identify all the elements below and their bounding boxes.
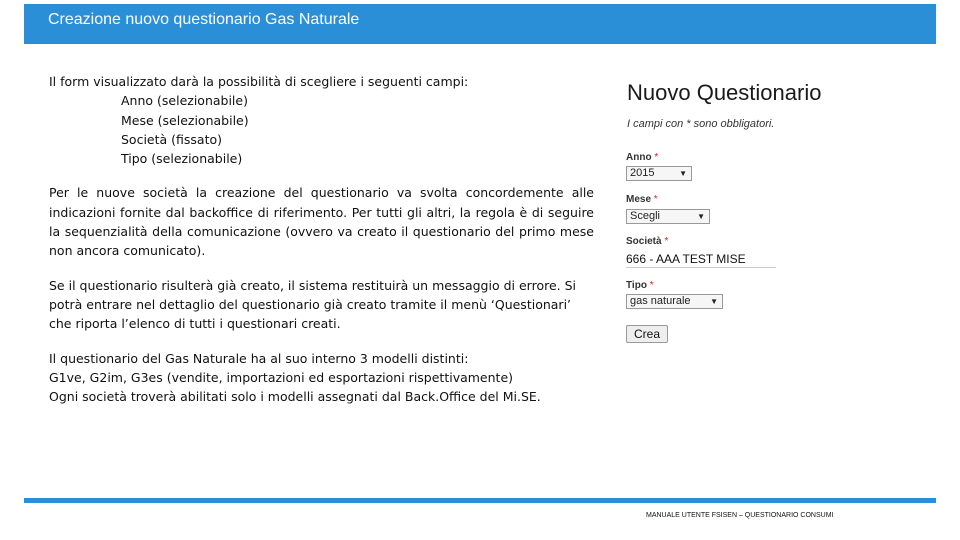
paragraph-models-line-2: G1ve, G2im, G3es (vendite, importazioni ed esportazioni rispettivamente) xyxy=(49,369,514,385)
tipo-label: Tipo * xyxy=(626,280,654,291)
mese-select-value: Scegli xyxy=(630,210,660,222)
intro-text: Il form visualizzato darà la possibilità di scegliere i seguenti campi: xyxy=(49,74,469,89)
form-title: Nuovo Questionario xyxy=(627,80,822,105)
anno-label: Anno * xyxy=(626,152,659,163)
chevron-down-icon: ▼ xyxy=(710,297,718,306)
form-screenshot xyxy=(622,78,862,348)
anno-select[interactable] xyxy=(626,166,692,181)
tipo-select-value: gas naturale xyxy=(630,295,691,307)
mese-label: Mese * xyxy=(626,194,658,205)
paragraph-models-line-1: Il questionario del Gas Naturale ha al suo interno 3 modelli distinti: xyxy=(49,350,469,366)
paragraph-models-line-3: Ogni società troverà abilitati solo i modelli assegnati dal Back.Office del Mi.SE. xyxy=(49,389,541,405)
footer-text: MANUALE UTENTE FSISEN – QUESTIONARIO CONSUMI xyxy=(646,512,834,519)
anno-select-value: 2015 xyxy=(630,167,655,179)
form-required-note: I campi con * sono obbligatori. xyxy=(627,118,775,130)
header-bar xyxy=(24,4,936,44)
societa-field: 666 - AAA TEST MISE xyxy=(626,251,776,268)
paragraph-error-message: Se il questionario risulterà già creato, il sistema restituirà un messaggio di errore. Si potrà entrare nel dettaglio del questionario già creato tramite il menù ‘Questionari’ che riporta l’elenco di tutti i questionari creati. xyxy=(49,277,576,332)
footer-bar xyxy=(24,498,936,503)
paragraph-new-companies: Per le nuove società la creazione del questionario va svolta concordemente alle indicazioni fornite dal backoffice di riferimento. Per tutti gli altri, la regola è di seguire la sequenzialità della comunicazione (ovvero va creato il questionario del primo mese non ancora comunicato). xyxy=(49,185,594,259)
chevron-down-icon: ▼ xyxy=(679,169,687,178)
field-item-tipo: Tipo (selezionabile) xyxy=(121,151,243,167)
page-title: Creazione nuovo questionario Gas Naturale xyxy=(48,11,360,28)
field-item-anno: Anno (selezionabile) xyxy=(121,93,248,109)
chevron-down-icon: ▼ xyxy=(697,212,705,221)
main-content xyxy=(49,72,594,406)
field-item-mese: Mese (selezionabile) xyxy=(121,112,249,128)
societa-label: Società * xyxy=(626,236,669,247)
field-item-societa: Società (fissato) xyxy=(121,131,223,147)
crea-button[interactable]: Crea xyxy=(626,325,668,343)
tipo-select[interactable] xyxy=(626,294,723,309)
mese-select[interactable] xyxy=(626,209,710,224)
